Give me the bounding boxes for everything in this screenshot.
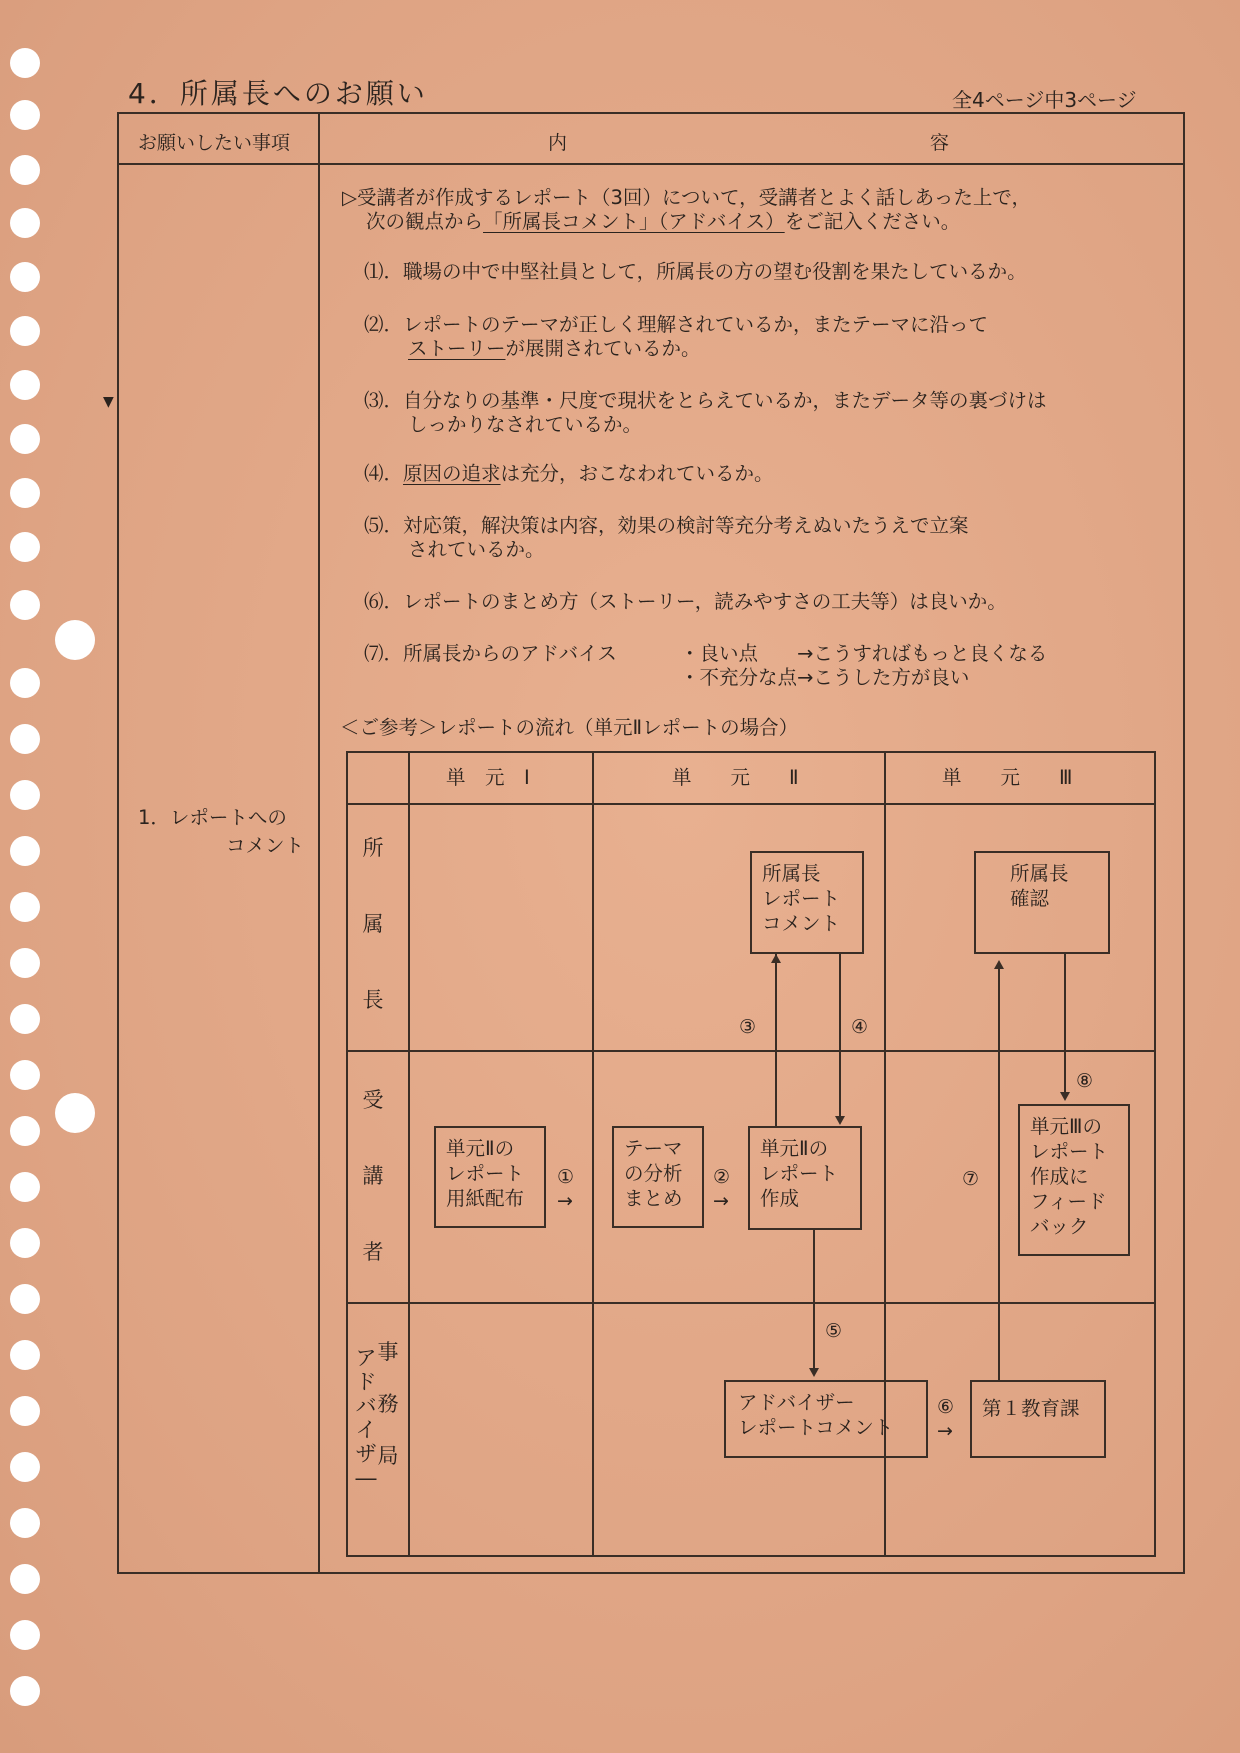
point-4-underline: 原因の追求	[403, 462, 501, 485]
item-label-line1: 1．レポートへの	[138, 806, 287, 829]
step-6: ⑥	[937, 1396, 955, 1418]
box-distribute-line1: 単元Ⅱの	[446, 1137, 515, 1160]
row-label-trainee-3: 者	[362, 1240, 384, 1264]
box-create-line1: 単元Ⅱの	[760, 1137, 829, 1160]
connector-8-down	[1064, 954, 1066, 1094]
binder-hole	[10, 1172, 40, 1202]
flow-caption: ＜ご参考＞レポートの流れ（単元Ⅱレポートの場合）	[340, 716, 799, 739]
binder-hole-large	[55, 620, 95, 660]
point-6: ⑹．レポートのまとめ方（ストーリー，読みやすさの工夫等）は良いか。	[364, 590, 1007, 613]
box-education-section	[970, 1380, 1106, 1458]
row-label-trainee-2: 講	[362, 1164, 384, 1188]
point-4-prefix: ⑷．	[364, 462, 404, 485]
box-create-line3: 作成	[760, 1187, 800, 1210]
arrowhead-5	[809, 1368, 819, 1377]
box-feedback-line2: レポート	[1030, 1140, 1109, 1163]
box-manager-confirm-line2: 確認	[1010, 887, 1050, 910]
row-label-advisor-1: ア	[355, 1346, 377, 1370]
row-label-advisor-6: ―	[355, 1466, 377, 1490]
point-1: ⑴．職場の中で中堅社員として，所属長の方の望む役割を果たしているか。	[364, 260, 1027, 283]
column-header-request: お願いしたい事項	[138, 132, 291, 154]
box-theme-line1: テーマ	[624, 1137, 683, 1160]
binder-hole	[10, 1396, 40, 1426]
intro-line2	[366, 210, 960, 234]
binder-hole	[10, 1564, 40, 1594]
arrowhead-8	[1060, 1092, 1070, 1101]
arrowhead-4	[835, 1116, 845, 1125]
box-theme-analysis	[612, 1126, 704, 1228]
row-label-manager-2: 属	[362, 912, 384, 936]
point-2-rest: が展開されているか。	[505, 337, 701, 360]
point-4	[364, 462, 774, 486]
step-1: ①	[557, 1166, 575, 1188]
column-header-content-1: 内	[548, 132, 568, 154]
binder-hole	[10, 1004, 40, 1034]
row-label-advisor-3: バ	[355, 1394, 377, 1418]
step-3: ③	[739, 1016, 757, 1038]
binder-hole	[10, 948, 40, 978]
box-feedback-line3: 作成に	[1030, 1165, 1089, 1188]
binder-hole	[10, 208, 40, 238]
binder-hole	[10, 532, 40, 562]
box-theme-line2: の分析	[624, 1162, 683, 1185]
binder-hole	[10, 100, 40, 130]
step-6-arrow: →	[937, 1420, 953, 1442]
row-label-manager-1: 所	[362, 836, 384, 860]
box-edu-line1: 第１教育課	[982, 1397, 1080, 1420]
box-feedback-line5: バック	[1030, 1215, 1089, 1238]
box-manager-comment-line1: 所属長	[762, 862, 821, 885]
binder-hole	[10, 1228, 40, 1258]
column-divider	[318, 112, 320, 1574]
connector-7-up	[998, 968, 1000, 1380]
flow-col-unit2: 単 元 Ⅱ	[672, 766, 799, 789]
box-create-report	[748, 1126, 862, 1230]
box-distribute	[434, 1126, 546, 1228]
box-manager-confirm	[974, 851, 1110, 954]
row-label-office-2: 務	[377, 1392, 399, 1416]
connector-4-down	[839, 954, 841, 1118]
binder-hole	[10, 1620, 40, 1650]
flow-unit1-divider	[592, 751, 594, 1557]
box-manager-comment-line2: レポート	[762, 887, 841, 910]
box-manager-confirm-line1: 所属長	[1010, 862, 1069, 885]
binder-hole	[10, 1284, 40, 1314]
flow-label-divider	[408, 751, 410, 1557]
page-title: 4．所属長へのお願い	[128, 77, 428, 110]
flow-manager-divider	[346, 1050, 1156, 1052]
connector-3-up	[775, 954, 777, 1126]
row-label-trainee-1: 受	[362, 1088, 384, 1112]
intro-line1: ▷受講者が作成するレポート（3回）について，受講者とよく話しあった上で，	[342, 186, 1032, 209]
binder-hole-large	[55, 1093, 95, 1133]
step-8: ⑧	[1076, 1070, 1094, 1092]
point-5-line1: ⑸．対応策，解決策は内容，効果の検討等充分考えぬいたうえで立案	[364, 514, 969, 537]
row-label-advisor-2: ド	[355, 1370, 377, 1394]
arrowhead-3	[771, 954, 781, 963]
box-feedback-line1: 単元Ⅲの	[1030, 1115, 1102, 1138]
connector-5-down	[813, 1230, 815, 1370]
binder-hole	[10, 370, 40, 400]
binder-hole	[10, 668, 40, 698]
flow-col-unit3: 単 元 Ⅲ	[942, 766, 1073, 789]
binder-hole	[10, 1060, 40, 1090]
step-2-arrow: →	[713, 1190, 729, 1212]
intro-line2-a: 次の観点から	[366, 210, 484, 233]
point-3-line2: しっかりなされているか。	[408, 413, 643, 436]
item-label-line2: コメント	[226, 834, 305, 857]
point-2-line1: ⑵．レポートのテーマが正しく理解されているか，またテーマに沿って	[364, 313, 989, 336]
box-distribute-line2: レポート	[446, 1162, 525, 1185]
ink-mark: ▼	[103, 394, 114, 410]
box-advisor-line2: レポートコメント	[738, 1416, 894, 1439]
column-header-content-2: 容	[930, 132, 950, 154]
point-4-rest: は充分，おこなわれているか。	[500, 462, 774, 485]
binder-hole	[10, 1508, 40, 1538]
point-7-label: ⑺．所属長からのアドバイス	[364, 642, 617, 665]
binder-hole	[10, 1676, 40, 1706]
box-theme-line3: まとめ	[624, 1187, 683, 1210]
step-4: ④	[851, 1016, 869, 1038]
step-5: ⑤	[825, 1320, 843, 1342]
binder-hole	[10, 892, 40, 922]
row-label-advisor-4: イ	[355, 1418, 377, 1442]
point-3-line1: ⑶．自分なりの基準・尺度で現状をとらえているか，またデータ等の裏づけは	[364, 389, 1047, 412]
row-label-manager-3: 長	[362, 988, 384, 1012]
arrowhead-7	[994, 960, 1004, 969]
binder-hole	[10, 836, 40, 866]
flow-trainee-divider	[346, 1302, 1156, 1304]
step-1-arrow: →	[557, 1190, 573, 1212]
step-7: ⑦	[962, 1168, 980, 1190]
binder-hole	[10, 1116, 40, 1146]
binder-hole	[10, 780, 40, 810]
point-5-line2: されているか。	[408, 538, 545, 561]
binder-hole	[10, 1340, 40, 1370]
row-label-office-3: 局	[377, 1444, 399, 1468]
box-create-line2: レポート	[760, 1162, 839, 1185]
step-2: ②	[713, 1166, 731, 1188]
point-7-bad: ・不充分な点→こうした方が良い	[680, 666, 970, 689]
box-advisor-comment	[724, 1380, 928, 1458]
binder-hole	[10, 424, 40, 454]
point-2-line2	[408, 337, 701, 361]
box-manager-comment	[750, 851, 864, 954]
binder-hole	[10, 478, 40, 508]
box-feedback-line4: フィード	[1030, 1190, 1107, 1213]
page-indicator: 全4ページ中3ページ	[952, 88, 1137, 112]
binder-hole	[10, 48, 40, 78]
binder-hole	[10, 1452, 40, 1482]
row-label-office-1: 事	[377, 1340, 399, 1364]
point-7-good: ・良い点 →こうすればもっと良くなる	[680, 642, 1048, 665]
binder-hole	[10, 155, 40, 185]
binder-hole	[10, 590, 40, 620]
flow-col-unit1: 単 元 Ⅰ	[446, 766, 530, 789]
point-2-underline: ストーリー	[408, 337, 506, 360]
binder-hole	[10, 724, 40, 754]
box-distribute-line3: 用紙配布	[446, 1187, 525, 1210]
binder-hole	[10, 316, 40, 346]
box-feedback	[1018, 1104, 1130, 1256]
flow-header-divider	[346, 803, 1156, 805]
box-manager-comment-line3: コメント	[762, 912, 841, 935]
box-advisor-line1: アドバイザー	[738, 1391, 855, 1414]
header-row-divider	[117, 163, 1185, 165]
intro-line2-b: 「所属長コメント」（アドバイス）	[483, 210, 785, 233]
intro-line2-c: をご記入ください。	[784, 210, 961, 233]
binder-hole	[10, 262, 40, 292]
row-label-advisor-5: ザ	[355, 1442, 377, 1466]
